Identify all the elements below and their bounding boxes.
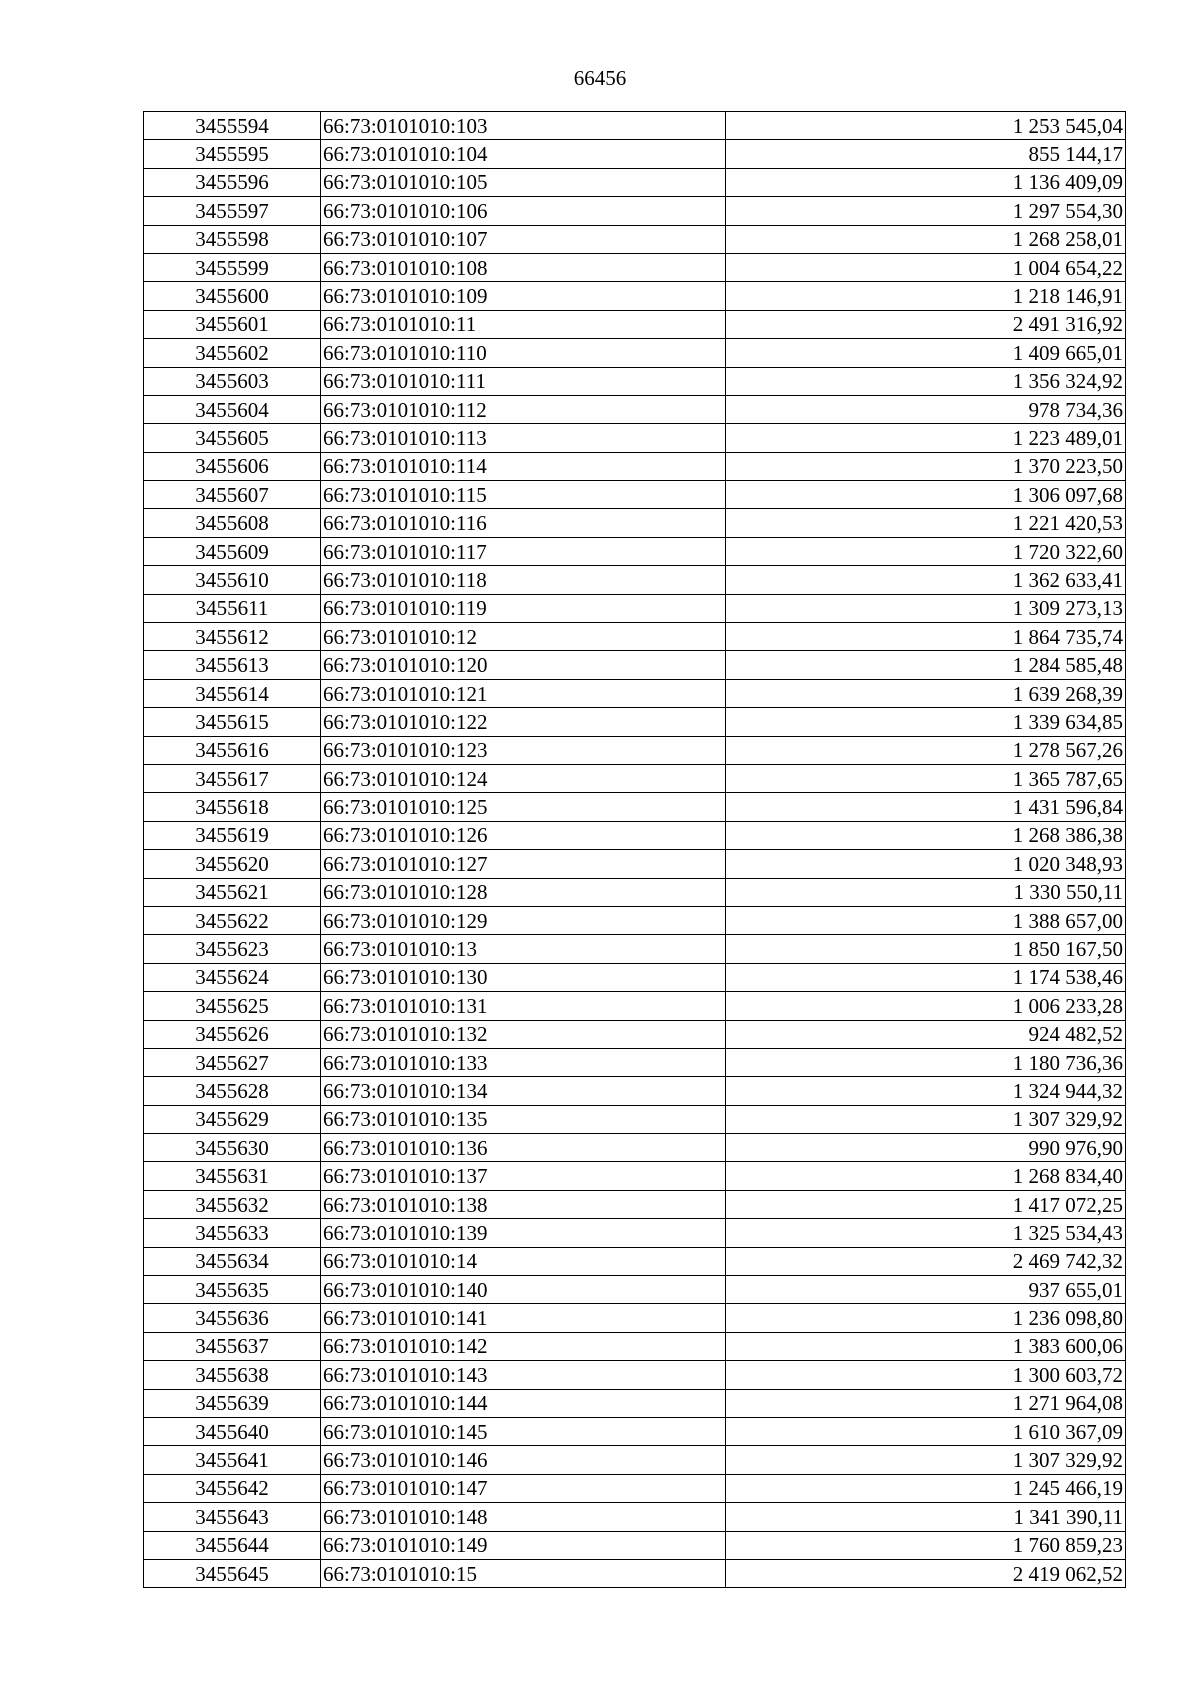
table-row [144,367,1126,395]
object-id-cell: 3455639 [144,1389,321,1417]
cadastral-number-cell: 66:73:0101010:133 [321,1048,726,1076]
cadastral-value-cell: 1 330 550,11 [726,878,1126,906]
cadastral-value-cell: 1 307 329,92 [726,1446,1126,1474]
object-id-cell: 3455631 [144,1162,321,1190]
table-row [144,395,1126,423]
cadastral-value-cell: 1 020 348,93 [726,850,1126,878]
object-id-cell: 3455644 [144,1531,321,1559]
table-body [144,112,1126,1588]
object-id-cell: 3455636 [144,1304,321,1332]
table-row [144,310,1126,338]
cadastral-value-cell: 1 268 258,01 [726,225,1126,253]
cadastral-value-cell: 1 297 554,30 [726,197,1126,225]
cadastral-number-cell: 66:73:0101010:109 [321,282,726,310]
cadastral-value-cell: 1 309 273,13 [726,594,1126,622]
cadastral-number-cell: 66:73:0101010:13 [321,935,726,963]
object-id-cell: 3455621 [144,878,321,906]
cadastral-value-cell: 1 174 538,46 [726,963,1126,991]
page-number: 66456 [573,66,627,90]
cadastral-number-cell: 66:73:0101010:120 [321,651,726,679]
cadastral-number-cell: 66:73:0101010:104 [321,140,726,168]
cadastral-number-cell: 66:73:0101010:130 [321,963,726,991]
table-row [144,225,1126,253]
table-row [144,1474,1126,1502]
cadastral-value-cell: 1 300 603,72 [726,1361,1126,1389]
object-id-cell: 3455635 [144,1276,321,1304]
cadastral-number-cell: 66:73:0101010:111 [321,367,726,395]
cadastral-value-cell: 1 268 386,38 [726,821,1126,849]
cadastral-number-cell: 66:73:0101010:134 [321,1077,726,1105]
object-id-cell: 3455605 [144,424,321,452]
object-id-cell: 3455619 [144,821,321,849]
cadastral-number-cell: 66:73:0101010:142 [321,1332,726,1360]
cadastral-number-cell: 66:73:0101010:122 [321,708,726,736]
cadastral-value-cell: 1 218 146,91 [726,282,1126,310]
cadastral-number-cell: 66:73:0101010:131 [321,992,726,1020]
cadastral-value-cell: 1 136 409,09 [726,168,1126,196]
table-row [144,906,1126,934]
table-row [144,197,1126,225]
object-id-cell: 3455618 [144,793,321,821]
cadastral-number-cell: 66:73:0101010:119 [321,594,726,622]
cadastral-value-cell: 2 419 062,52 [726,1559,1126,1587]
cadastral-number-cell: 66:73:0101010:136 [321,1134,726,1162]
cadastral-number-cell: 66:73:0101010:115 [321,481,726,509]
table-row [144,1332,1126,1360]
cadastral-number-cell: 66:73:0101010:118 [321,566,726,594]
table-row [144,1304,1126,1332]
cadastral-value-cell: 1 324 944,32 [726,1077,1126,1105]
cadastral-value-cell: 1 760 859,23 [726,1531,1126,1559]
object-id-cell: 3455623 [144,935,321,963]
object-id-cell: 3455615 [144,708,321,736]
cadastral-value-cell: 1 284 585,48 [726,651,1126,679]
cadastral-value-cell: 990 976,90 [726,1134,1126,1162]
cadastral-number-cell: 66:73:0101010:145 [321,1417,726,1445]
table-row [144,623,1126,651]
table-row [144,708,1126,736]
object-id-cell: 3455612 [144,623,321,651]
cadastral-number-cell: 66:73:0101010:12 [321,623,726,651]
cadastral-number-cell: 66:73:0101010:143 [321,1361,726,1389]
object-id-cell: 3455607 [144,481,321,509]
table-row [144,992,1126,1020]
table-row [144,481,1126,509]
cadastral-value-cell: 1 268 834,40 [726,1162,1126,1190]
table-row [144,282,1126,310]
cadastral-value-cell: 1 417 072,25 [726,1190,1126,1218]
cadastral-number-cell: 66:73:0101010:144 [321,1389,726,1417]
table-row [144,452,1126,480]
table-row [144,1190,1126,1218]
object-id-cell: 3455600 [144,282,321,310]
cadastral-number-cell: 66:73:0101010:112 [321,395,726,423]
object-id-cell: 3455638 [144,1361,321,1389]
object-id-cell: 3455628 [144,1077,321,1105]
cadastral-value-cell: 1 339 634,85 [726,708,1126,736]
cadastral-number-cell: 66:73:0101010:108 [321,253,726,281]
cadastral-number-cell: 66:73:0101010:148 [321,1503,726,1531]
cadastral-number-cell: 66:73:0101010:139 [321,1219,726,1247]
cadastral-value-cell: 1 006 233,28 [726,992,1126,1020]
object-id-cell: 3455627 [144,1048,321,1076]
cadastral-value-cell: 1 306 097,68 [726,481,1126,509]
table-row [144,1105,1126,1133]
cadastral-value-table [143,111,1126,1588]
object-id-cell: 3455629 [144,1105,321,1133]
object-id-cell: 3455595 [144,140,321,168]
cadastral-number-cell: 66:73:0101010:125 [321,793,726,821]
cadastral-value-cell: 1 388 657,00 [726,906,1126,934]
table-row [144,253,1126,281]
table-row [144,168,1126,196]
cadastral-number-cell: 66:73:0101010:14 [321,1247,726,1275]
object-id-cell: 3455608 [144,509,321,537]
table-row [144,651,1126,679]
object-id-cell: 3455643 [144,1503,321,1531]
cadastral-number-cell: 66:73:0101010:146 [321,1446,726,1474]
cadastral-number-cell: 66:73:0101010:117 [321,537,726,565]
object-id-cell: 3455637 [144,1332,321,1360]
object-id-cell: 3455626 [144,1020,321,1048]
table-row [144,1531,1126,1559]
object-id-cell: 3455624 [144,963,321,991]
cadastral-value-cell: 1 223 489,01 [726,424,1126,452]
cadastral-value-cell: 1 864 735,74 [726,623,1126,651]
table-row [144,1361,1126,1389]
table-row [144,1247,1126,1275]
cadastral-number-cell: 66:73:0101010:129 [321,906,726,934]
cadastral-value-cell: 1 370 223,50 [726,452,1126,480]
cadastral-value-cell: 978 734,36 [726,395,1126,423]
table-row [144,1162,1126,1190]
object-id-cell: 3455611 [144,594,321,622]
object-id-cell: 3455641 [144,1446,321,1474]
cadastral-number-cell: 66:73:0101010:132 [321,1020,726,1048]
cadastral-number-cell: 66:73:0101010:116 [321,509,726,537]
table-row [144,566,1126,594]
table-row [144,1389,1126,1417]
object-id-cell: 3455645 [144,1559,321,1587]
object-id-cell: 3455630 [144,1134,321,1162]
table-row [144,764,1126,792]
cadastral-value-cell: 1 253 545,04 [726,112,1126,140]
cadastral-number-cell: 66:73:0101010:126 [321,821,726,849]
cadastral-value-cell: 1 307 329,92 [726,1105,1126,1133]
cadastral-value-cell: 1 365 787,65 [726,764,1126,792]
cadastral-value-cell: 1 383 600,06 [726,1332,1126,1360]
object-id-cell: 3455610 [144,566,321,594]
object-id-cell: 3455598 [144,225,321,253]
table-row [144,1219,1126,1247]
object-id-cell: 3455616 [144,736,321,764]
cadastral-number-cell: 66:73:0101010:124 [321,764,726,792]
table-row [144,1077,1126,1105]
table-row [144,736,1126,764]
table-row [144,850,1126,878]
table-row [144,140,1126,168]
table-row [144,1503,1126,1531]
cadastral-value-cell: 1 362 633,41 [726,566,1126,594]
cadastral-number-cell: 66:73:0101010:15 [321,1559,726,1587]
cadastral-value-cell: 855 144,17 [726,140,1126,168]
table-row [144,112,1126,140]
object-id-cell: 3455599 [144,253,321,281]
cadastral-value-cell: 1 409 665,01 [726,339,1126,367]
table-row [144,339,1126,367]
cadastral-value-cell: 2 469 742,32 [726,1247,1126,1275]
object-id-cell: 3455625 [144,992,321,1020]
cadastral-value-cell: 1 850 167,50 [726,935,1126,963]
table-row [144,1020,1126,1048]
object-id-cell: 3455640 [144,1417,321,1445]
cadastral-value-cell: 1 341 390,11 [726,1503,1126,1531]
object-id-cell: 3455633 [144,1219,321,1247]
cadastral-number-cell: 66:73:0101010:106 [321,197,726,225]
cadastral-number-cell: 66:73:0101010:105 [321,168,726,196]
object-id-cell: 3455632 [144,1190,321,1218]
cadastral-value-cell: 1 245 466,19 [726,1474,1126,1502]
cadastral-number-cell: 66:73:0101010:114 [321,452,726,480]
cadastral-value-cell: 1 325 534,43 [726,1219,1126,1247]
table-row [144,1446,1126,1474]
cadastral-number-cell: 66:73:0101010:123 [321,736,726,764]
table-row [144,679,1126,707]
table-row [144,1048,1126,1076]
cadastral-value-cell: 2 491 316,92 [726,310,1126,338]
object-id-cell: 3455597 [144,197,321,225]
object-id-cell: 3455596 [144,168,321,196]
cadastral-value-cell: 1 180 736,36 [726,1048,1126,1076]
cadastral-number-cell: 66:73:0101010:149 [321,1531,726,1559]
object-id-cell: 3455609 [144,537,321,565]
table-row [144,509,1126,537]
cadastral-value-cell: 1 004 654,22 [726,253,1126,281]
cadastral-number-cell: 66:73:0101010:103 [321,112,726,140]
cadastral-number-cell: 66:73:0101010:128 [321,878,726,906]
cadastral-value-cell: 1 639 268,39 [726,679,1126,707]
cadastral-number-cell: 66:73:0101010:127 [321,850,726,878]
object-id-cell: 3455604 [144,395,321,423]
table-row [144,1559,1126,1587]
cadastral-value-cell: 1 271 964,08 [726,1389,1126,1417]
table-row [144,1134,1126,1162]
cadastral-number-cell: 66:73:0101010:107 [321,225,726,253]
cadastral-number-cell: 66:73:0101010:141 [321,1304,726,1332]
object-id-cell: 3455617 [144,764,321,792]
table-row [144,1417,1126,1445]
table-row [144,594,1126,622]
object-id-cell: 3455642 [144,1474,321,1502]
cadastral-value-cell: 1 221 420,53 [726,509,1126,537]
cadastral-value-cell: 1 431 596,84 [726,793,1126,821]
object-id-cell: 3455602 [144,339,321,367]
object-id-cell: 3455606 [144,452,321,480]
object-id-cell: 3455634 [144,1247,321,1275]
table-row [144,537,1126,565]
cadastral-number-cell: 66:73:0101010:11 [321,310,726,338]
cadastral-value-cell: 1 720 322,60 [726,537,1126,565]
cadastral-value-cell: 924 482,52 [726,1020,1126,1048]
table-row [144,935,1126,963]
object-id-cell: 3455613 [144,651,321,679]
object-id-cell: 3455614 [144,679,321,707]
cadastral-number-cell: 66:73:0101010:121 [321,679,726,707]
table-row [144,821,1126,849]
object-id-cell: 3455594 [144,112,321,140]
object-id-cell: 3455603 [144,367,321,395]
cadastral-value-cell: 1 610 367,09 [726,1417,1126,1445]
object-id-cell: 3455622 [144,906,321,934]
cadastral-value-cell: 1 278 567,26 [726,736,1126,764]
cadastral-number-cell: 66:73:0101010:140 [321,1276,726,1304]
table-row [144,1276,1126,1304]
cadastral-value-cell: 937 655,01 [726,1276,1126,1304]
table-row [144,878,1126,906]
cadastral-value-cell: 1 236 098,80 [726,1304,1126,1332]
object-id-cell: 3455620 [144,850,321,878]
object-id-cell: 3455601 [144,310,321,338]
table-row [144,963,1126,991]
table-row [144,424,1126,452]
cadastral-number-cell: 66:73:0101010:135 [321,1105,726,1133]
table-row [144,793,1126,821]
cadastral-value-cell: 1 356 324,92 [726,367,1126,395]
cadastral-number-cell: 66:73:0101010:137 [321,1162,726,1190]
cadastral-number-cell: 66:73:0101010:113 [321,424,726,452]
cadastral-number-cell: 66:73:0101010:110 [321,339,726,367]
cadastral-number-cell: 66:73:0101010:147 [321,1474,726,1502]
cadastral-number-cell: 66:73:0101010:138 [321,1190,726,1218]
